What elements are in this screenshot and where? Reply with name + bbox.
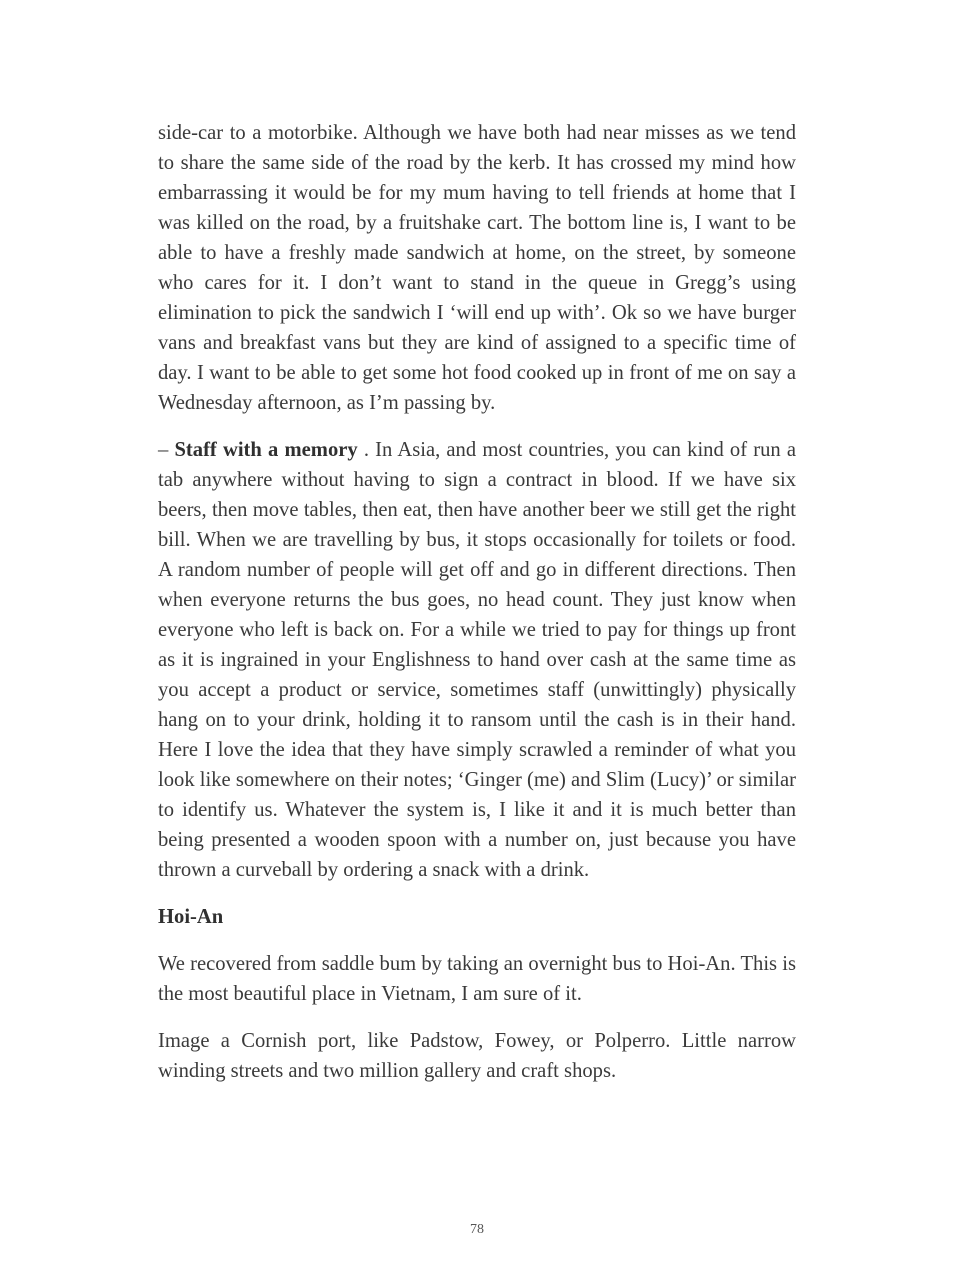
- section-heading: Hoi-An: [158, 906, 224, 928]
- page-body: [158, 118, 796, 1103]
- paragraph-fruitshake: side-car to a motorbike. Although we have both had near misses as we tend to share the same side of the road by the kerb. It has crossed my mind how embarrassing it would be for my mum having to tell friends at home that I was killed on the road, by a fruitshake cart. The bottom line is, I want to be able to have a freshly made sandwich at home, on the street, by someone who cares for it. I don’t want to stand in the queue in Gregg’s using elimination to pick the sandwich I ‘will end up with’. Ok so we have burger vans and breakfast vans but they are kind of assigned to a specific time of day. I want to be able to get some hot food cooked up in front of me on say a Wednesday afternoon, as I’m passing by.: [158, 122, 796, 414]
- dash: –: [158, 439, 175, 461]
- paragraph-cornish-port: Image a Cornish port, like Padstow, Fowey, or Polperro. Little narrow winding streets and two million gallery and craft shops.: [158, 1030, 796, 1082]
- paragraph-text: . In Asia, and most countries, you can kind of run a tab anywhere without having to sign a contract in blood. If we have six beers, then move tables, then eat, then have another beer we still get the right bill. When we are travelling by bus, it stops occasionally for toilets or food. A random number of people will get off and go in different directions. Then when everyone returns the bus goes, no head count. They just know when everyone who left is back on. For a while we tried to pay for things up front as it is ingrained in your Englishness to hand over cash at the same time as you accept a product or service, sometimes staff (unwittingly) physically hang on to your drink, holding it to ransom until the cash is in their hand. Here I love the idea that they have simply scrawled a reminder of what you look like somewhere on their notes; ‘Ginger (me) and Slim (Lucy)’ or similar to identify us. Whatever the system is, I like it and it is much better than being presented a wooden spoon with a number on, just because you have thrown a curveball by ordering a snack with a drink.: [158, 439, 797, 881]
- paragraph-hoi-an: We recovered from saddle bum by taking an overnight bus to Hoi-An. This is the most beautiful place in Vietnam, I am sure of it.: [158, 953, 796, 1005]
- paragraph-staff-memory: [158, 435, 796, 885]
- page-number: 78: [470, 1222, 484, 1237]
- lead-heading: Staff with a memory: [174, 439, 358, 461]
